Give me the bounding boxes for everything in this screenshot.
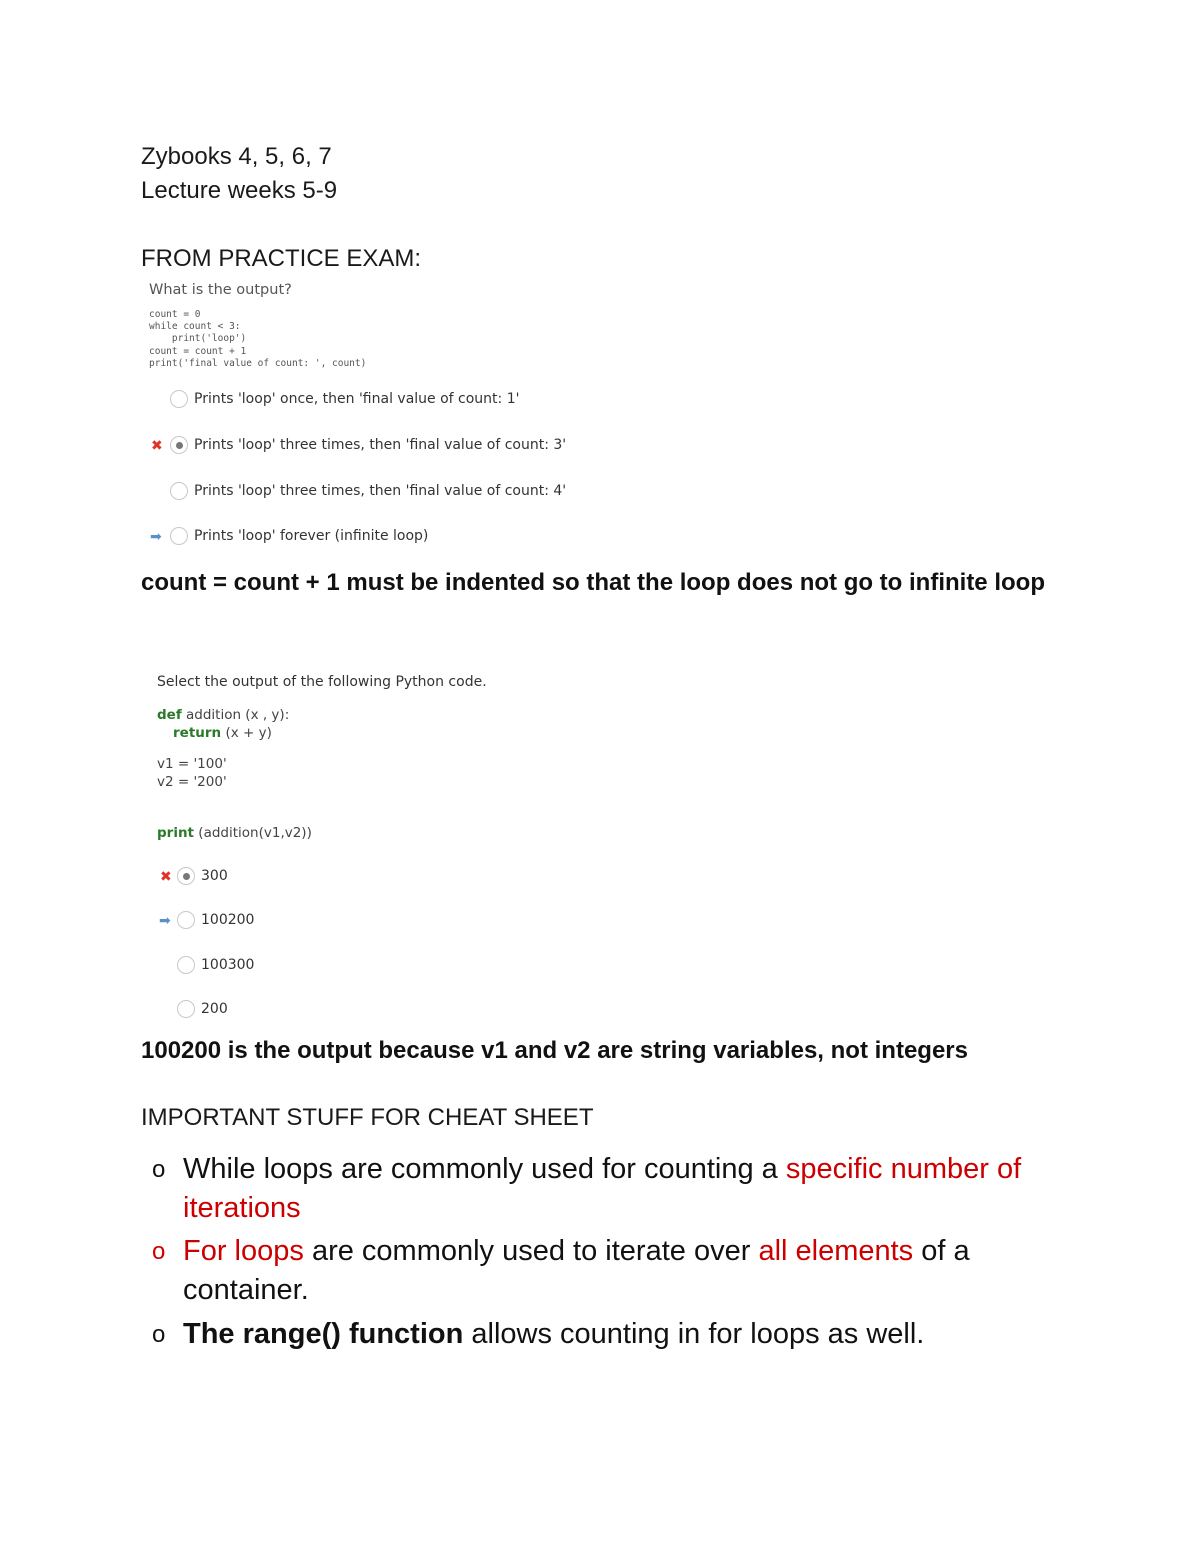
question1-option-2[interactable] [170, 434, 566, 456]
item-text [183, 1150, 1082, 1228]
radio-button-icon[interactable] [177, 956, 195, 974]
code-text: (addition(v1,v2)) [194, 825, 312, 841]
section-heading-cheat-sheet: IMPORTANT STUFF FOR CHEAT SHEET [141, 1104, 594, 1131]
radio-button-icon[interactable] [170, 527, 188, 545]
keyword-print: print [157, 825, 195, 841]
bold-text: The range() function [183, 1318, 464, 1350]
radio-button-icon[interactable] [170, 482, 188, 500]
bullet-circle-icon: o [152, 1156, 166, 1183]
x-mark-icon: ✖ [151, 437, 163, 453]
question2-option-4[interactable] [177, 998, 228, 1020]
code-line: print('final value of count: ', count) [149, 357, 367, 369]
question1-option-4[interactable] [170, 525, 428, 547]
question1-prompt: What is the output? [149, 282, 292, 298]
item-text [183, 1315, 1082, 1354]
question2-option-1[interactable] [177, 865, 228, 887]
option-label: 300 [201, 868, 228, 884]
text-run: of a container. [183, 1235, 970, 1306]
arrow-right-icon: ➡ [150, 528, 162, 544]
code-line: while count < 3: [149, 321, 241, 333]
option-label: 100200 [201, 912, 255, 928]
radio-button-icon[interactable] [177, 1000, 195, 1018]
radio-button-icon[interactable] [177, 867, 195, 885]
question2-option-3[interactable] [177, 954, 254, 976]
keyword-def: def [157, 707, 182, 723]
option-label: Prints 'loop' three times, then 'final value of count: 4' [194, 483, 567, 499]
doc-title-line-1: Zybooks 4, 5, 6, 7 [141, 143, 332, 170]
code-text: addition (x , y): [181, 707, 290, 723]
section-heading-practice-exam: FROM PRACTICE EXAM: [141, 245, 422, 272]
radio-button-icon[interactable] [170, 390, 188, 408]
option-label: Prints 'loop' forever (infinite loop) [194, 528, 429, 544]
cheat-sheet-item-while-loops [152, 1150, 1082, 1228]
arrow-right-icon: ➡ [159, 912, 171, 928]
question2-explanation: 100200 is the output because v1 and v2 are string variables, not integers [141, 1037, 968, 1064]
code-text: (x + y) [221, 725, 272, 741]
question2-option-2[interactable] [177, 909, 254, 931]
radio-button-icon[interactable] [170, 436, 188, 454]
bullet-circle-icon: o [152, 1321, 166, 1348]
question1-code-block [149, 309, 366, 370]
option-label: Prints 'loop' three times, then 'final value of count: 3' [194, 437, 567, 453]
radio-button-icon[interactable] [177, 911, 195, 929]
item-text [183, 1232, 1082, 1310]
cheat-sheet-item-for-loops [152, 1232, 1082, 1310]
code-line: count = 0 [149, 309, 201, 320]
highlight-text: all elements [758, 1235, 914, 1267]
option-label: Prints 'loop' once, then 'final value of count: 1' [194, 391, 520, 407]
question1-explanation: count = count + 1 must be indented so that the loop does not go to infinite loop [141, 569, 1045, 596]
question1-option-1[interactable] [170, 388, 519, 410]
bullet-circle-icon: o [152, 1238, 166, 1265]
question2-code-def [157, 706, 289, 724]
keyword-return: return [173, 725, 222, 741]
option-label: 100300 [201, 957, 255, 973]
highlight-text: For loops [183, 1235, 304, 1267]
code-line: count = count + 1 [149, 345, 247, 357]
text-run: allows counting in for loops as well. [463, 1318, 925, 1350]
cheat-sheet-item-range-function [152, 1315, 1082, 1354]
question2-code-v1: v1 = '100' [157, 756, 227, 772]
question2-code-print [157, 824, 312, 842]
text-run: While loops are commonly used for counting a [183, 1153, 786, 1185]
x-mark-icon: ✖ [160, 868, 172, 884]
option-label: 200 [201, 1001, 228, 1017]
code-line: print('loop') [149, 333, 247, 345]
question2-prompt: Select the output of the following Python code. [157, 674, 487, 690]
doc-title-line-2: Lecture weeks 5-9 [141, 177, 338, 204]
question2-code-v2: v2 = '200' [157, 774, 227, 790]
text-run: are commonly used to iterate over [303, 1235, 759, 1267]
question1-option-3[interactable] [170, 480, 566, 502]
highlight-text: specific number of iterations [183, 1153, 1022, 1224]
question2-code-return [173, 724, 272, 742]
